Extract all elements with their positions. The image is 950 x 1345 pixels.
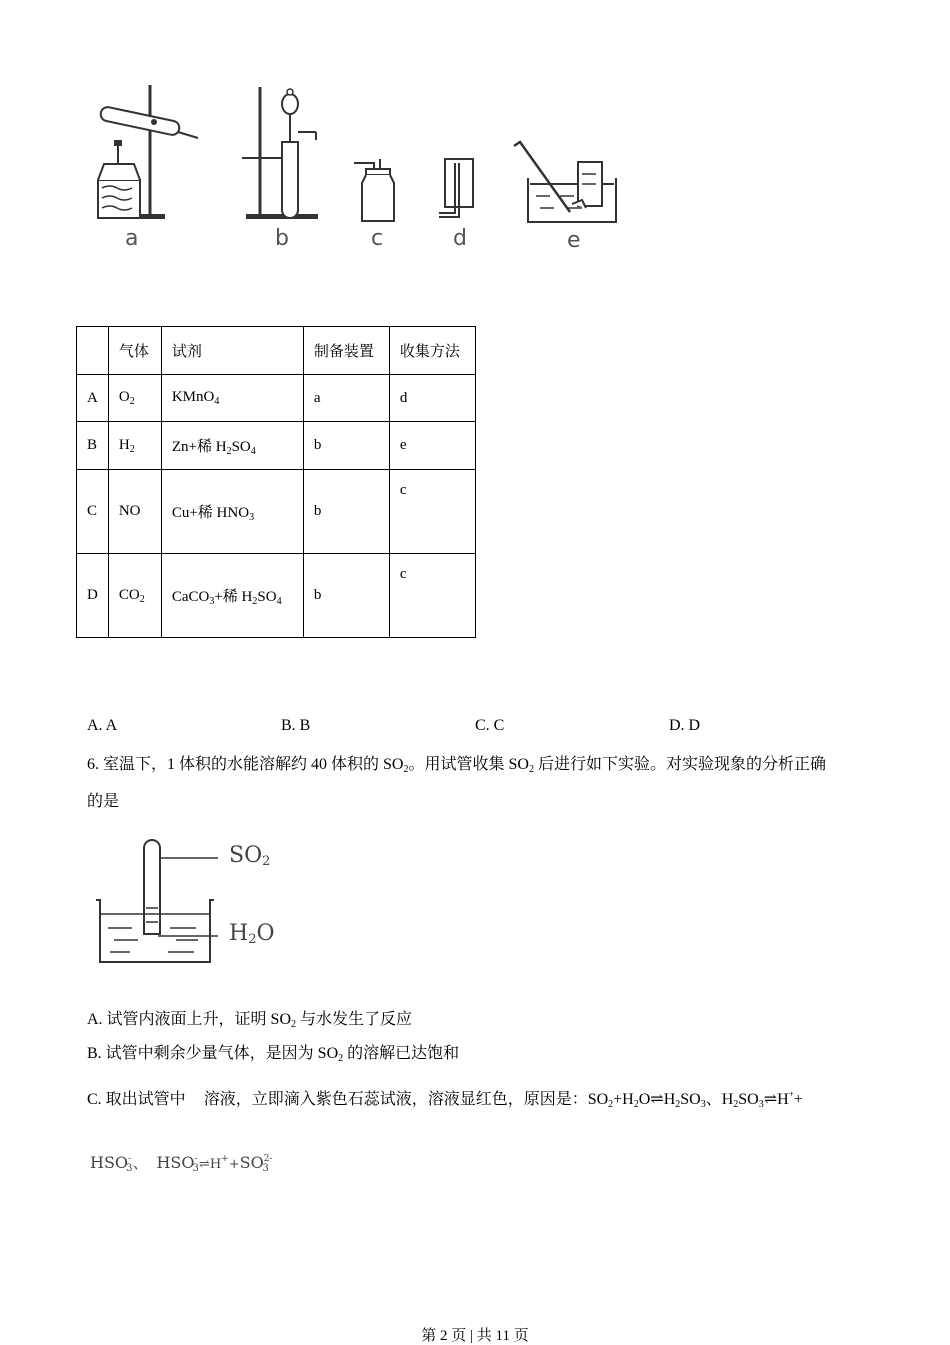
q6-ion-equation: $HSO^-_3$、 $HSO^-_3\rightleftharpoons H^++SO^{2-}_3$: [90, 1153, 273, 1174]
table-header-row: [77, 327, 476, 375]
gas-cell: $H_2$: [108, 422, 161, 470]
so2-experiment-figure: [88, 830, 218, 975]
row-key: C: [77, 470, 109, 554]
table-row: [77, 422, 476, 470]
prep-cell: b: [303, 470, 389, 554]
header-cell: [77, 327, 109, 375]
collect-cell: d: [389, 375, 475, 422]
header-cell: 气体: [108, 327, 161, 375]
prep-cell: a: [303, 375, 389, 422]
figure-label-h2o: $H_2O$: [229, 921, 275, 947]
q6-option-b: B. 试管中剩余少量气体，是因为 $SO_2$ 的溶解已达饱和: [87, 1045, 460, 1064]
q6-stem: 6. 室温下，1 体积的水能溶解约 40 体积的 $SO_2$。用试管收集 $SO_2$ 后进行如下实验。对实验现象的分析正确: [87, 756, 826, 775]
q6-option-c: C. 取出试管中 溶液，立即滴入紫色石蕊试液，溶液显红色，原因是：$SO_2+H_2O\rightleftharpoons H_2SO_3$、$H_2SO_3\rightleftharpoons H^++$: [87, 1089, 803, 1110]
q5-option-a: A. A: [87, 717, 118, 734]
header-cell: 收集方法: [389, 327, 475, 375]
apparatus-a: [90, 80, 205, 230]
prep-cell: b: [303, 422, 389, 470]
gas-cell: $CO_2$: [108, 554, 161, 638]
apparatus-c: [352, 155, 397, 227]
collect-cell: c: [389, 554, 475, 638]
reagent-cell: CaCO$_3$+稀 $H_2SO_4$: [161, 554, 303, 638]
figure-label-so2: $SO_2$: [229, 843, 271, 869]
apparatus-label-c: c: [371, 226, 384, 251]
reagent-cell: Zn+稀 $H_2SO_4$: [161, 422, 303, 470]
q6-option-a: A. 试管内液面上升，证明 $SO_2$ 与水发生了反应: [87, 1011, 413, 1030]
table-row: [77, 470, 476, 554]
reagent-cell: Cu+稀 $HNO_3$: [161, 470, 303, 554]
row-key: D: [77, 554, 109, 638]
q5-option-d: D. D: [669, 717, 701, 734]
header-cell: 制备装置: [303, 327, 389, 375]
prep-cell: b: [303, 554, 389, 638]
reagent-cell: KMnO$_4$: [161, 375, 303, 422]
collect-cell: c: [389, 470, 475, 554]
collect-cell: e: [389, 422, 475, 470]
q6-stem-line2: 的是: [87, 793, 120, 810]
apparatus-label-a: a: [125, 226, 139, 251]
row-key: B: [77, 422, 109, 470]
q5-option-c: C. C: [475, 717, 505, 734]
gas-cell: NO: [108, 470, 161, 554]
table-row: [77, 375, 476, 422]
page-footer: 第 2 页 | 共 11 页: [421, 1328, 529, 1344]
table-row: [77, 554, 476, 638]
apparatus-label-d: d: [453, 226, 467, 251]
gas-cell: $O_2$: [108, 375, 161, 422]
apparatus-d: [435, 155, 480, 227]
q5-option-b: B. B: [281, 717, 311, 734]
apparatus-b: [238, 82, 328, 230]
row-key: A: [77, 375, 109, 422]
apparatus-e: [510, 138, 622, 226]
apparatus-label-e: e: [567, 228, 581, 253]
question-table: [76, 326, 476, 638]
apparatus-label-b: b: [275, 226, 289, 251]
header-cell: 试剂: [161, 327, 303, 375]
